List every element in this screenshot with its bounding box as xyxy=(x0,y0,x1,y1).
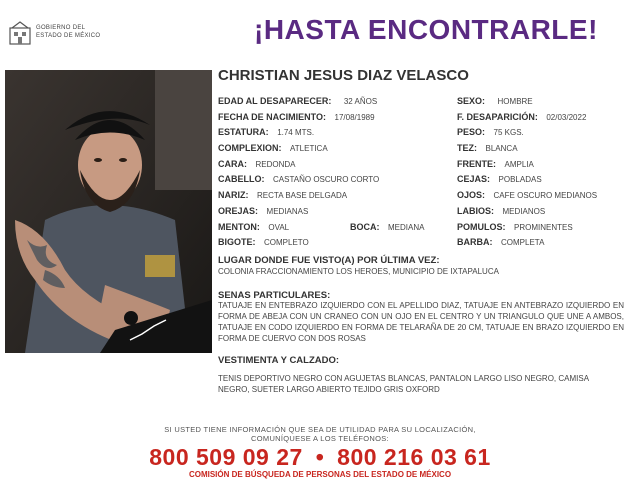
field-edad-label: EDAD AL DESAPARECER: xyxy=(218,96,332,106)
field-nariz-label: NARIZ: xyxy=(218,190,249,200)
field-menton-value: OVAL xyxy=(268,223,290,232)
field-tez-label: TEZ: xyxy=(457,143,477,153)
marks-text: TATUAJE EN ENTEBRAZO IZQUIERDO CON EL APELLIDO DIAZ, TATUAJE EN ANTEBRAZO IZQUIERDO EN FORMA DE ABEJA CON UN CRANEO CON UN OJO EN EL CENTRO Y UN TRIANGULO QUE UNE A AMBOS, TATUAJE EN CODO IZQUIERDO EN FORMA DE TELARAÑA DE 20 CM, TATUAJE EN BRAZO IZQUIERDO EN FORMA DE CUERVO CON DOS ROSAS xyxy=(218,301,624,343)
clothing-text: TENIS DEPORTIVO NEGRO CON AGUJETAS BLANCAS, PANTALON LARGO LISO NEGRO, CAMISA NEGRO, SUETER LARGO ABIERTO TEJIDO GRIS OXFORD xyxy=(218,374,589,394)
phone-separator: • xyxy=(315,444,325,470)
field-labios xyxy=(457,206,545,216)
phone-numbers xyxy=(0,444,640,471)
field-barba-value: COMPLETA xyxy=(501,238,545,247)
field-pomulos-label: POMULOS: xyxy=(457,222,506,232)
headline: ¡HASTA ENCONTRARLE! xyxy=(254,14,598,45)
person-photo xyxy=(5,70,212,353)
field-estatura xyxy=(218,127,314,137)
field-barba xyxy=(457,237,544,247)
field-labios-value: MEDIANOS xyxy=(502,207,546,216)
field-cejas-label: CEJAS: xyxy=(457,174,491,184)
field-nacimiento xyxy=(218,112,375,122)
logo-line-2: ESTADO DE MÉXICO xyxy=(36,33,101,39)
field-menton xyxy=(218,222,289,232)
field-orejas-value: MEDIANAS xyxy=(266,207,309,216)
logo-line-1: GOBIERNO DEL xyxy=(36,25,86,31)
field-orejas xyxy=(218,206,308,216)
field-ojos xyxy=(457,190,597,200)
field-edad xyxy=(218,96,377,106)
field-cara xyxy=(218,159,296,169)
field-labios-label: LABIOS: xyxy=(457,206,494,216)
field-bigote-value: COMPLETO xyxy=(264,238,309,247)
logo-text xyxy=(36,24,100,40)
phone-number-2[interactable]: 800 216 03 61 xyxy=(337,444,491,470)
field-cabello-value: CASTAÑO OSCURO CORTO xyxy=(273,175,380,184)
field-nacimiento-value: 17/08/1989 xyxy=(334,113,375,122)
field-nariz xyxy=(218,190,347,200)
footer-note-line-2: COMUNÍQUESE A LOS TELÉFONOS: xyxy=(251,434,389,443)
field-nariz-value: RECTA BASE DELGADA xyxy=(257,191,348,200)
field-pomulos xyxy=(457,222,573,232)
field-tez-value: BLANCA xyxy=(485,144,518,153)
field-menton-label: MENTON: xyxy=(218,222,260,232)
commission-name: COMISIÓN DE BÚSQUEDA DE PERSONAS DEL ESTADO DE MÉXICO xyxy=(188,470,452,479)
field-edad-value: 32 AÑOS xyxy=(343,97,378,106)
field-barba-label: BARBA: xyxy=(457,237,493,247)
field-peso-label: PESO: xyxy=(457,127,486,137)
field-desaparicion-label: F. DESAPARICIÓN: xyxy=(457,112,538,122)
field-frente xyxy=(457,159,534,169)
field-cara-label: CARA: xyxy=(218,159,247,169)
state-emblem-icon xyxy=(8,20,32,46)
field-boca xyxy=(350,222,424,232)
field-boca-value: MEDIANA xyxy=(388,223,425,232)
field-cejas xyxy=(457,174,542,184)
field-estatura-label: ESTATURA: xyxy=(218,127,269,137)
field-ojos-label: OJOS: xyxy=(457,190,486,200)
field-cejas-value: POBLADAS xyxy=(498,175,542,184)
field-pomulos-value: PROMINENTES xyxy=(514,223,573,232)
field-boca-label: BOCA: xyxy=(350,222,380,232)
field-complexion xyxy=(218,143,328,153)
field-bigote-label: BIGOTE: xyxy=(218,237,256,247)
person-name: CHRISTIAN JESUS DIAZ VELASCO xyxy=(218,67,469,84)
field-desaparicion xyxy=(457,112,586,122)
field-frente-value: AMPLIA xyxy=(504,160,534,169)
government-logo xyxy=(8,18,123,50)
field-bigote xyxy=(218,237,309,247)
field-sexo-label: SEXO: xyxy=(457,96,486,106)
last-seen-title: LUGAR DONDE FUE VISTO(A) POR ÚLTIMA VEZ: xyxy=(218,255,440,266)
field-sexo xyxy=(457,96,533,106)
last-seen-text: COLONIA FRACCIONAMIENTO LOS HEROES, MUNICIPIO DE IXTAPALUCA xyxy=(218,267,499,276)
field-complexion-label: COMPLEXION: xyxy=(218,143,282,153)
field-estatura-value: 1.74 MTS. xyxy=(277,128,315,137)
field-tez xyxy=(457,143,518,153)
field-desaparicion-value: 02/03/2022 xyxy=(546,113,587,122)
phone-number-1[interactable]: 800 509 09 27 xyxy=(149,444,303,470)
field-peso xyxy=(457,127,524,137)
field-orejas-label: OREJAS: xyxy=(218,206,259,216)
field-cara-value: REDONDA xyxy=(255,160,296,169)
field-nacimiento-label: FECHA DE NACIMIENTO: xyxy=(218,112,326,122)
field-frente-label: FRENTE: xyxy=(457,159,496,169)
field-sexo-value: HOMBRE xyxy=(497,97,533,106)
field-complexion-value: ATLETICA xyxy=(290,144,328,153)
field-peso-value: 75 KGS. xyxy=(493,128,524,137)
person-photo-illustration xyxy=(5,70,212,353)
field-ojos-value: CAFE OSCURO MEDIANOS xyxy=(493,191,598,200)
footer-note-line-1: SI USTED TIENE INFORMACIÓN QUE SEA DE UTILIDAD PARA SU LOCALIZACIÓN, xyxy=(164,425,476,434)
marks-title: SENAS PARTICULARES: xyxy=(218,290,331,301)
field-cabello-label: CABELLO: xyxy=(218,174,265,184)
clothing-title: VESTIMENTA Y CALZADO: xyxy=(218,355,340,366)
field-cabello xyxy=(218,174,379,184)
